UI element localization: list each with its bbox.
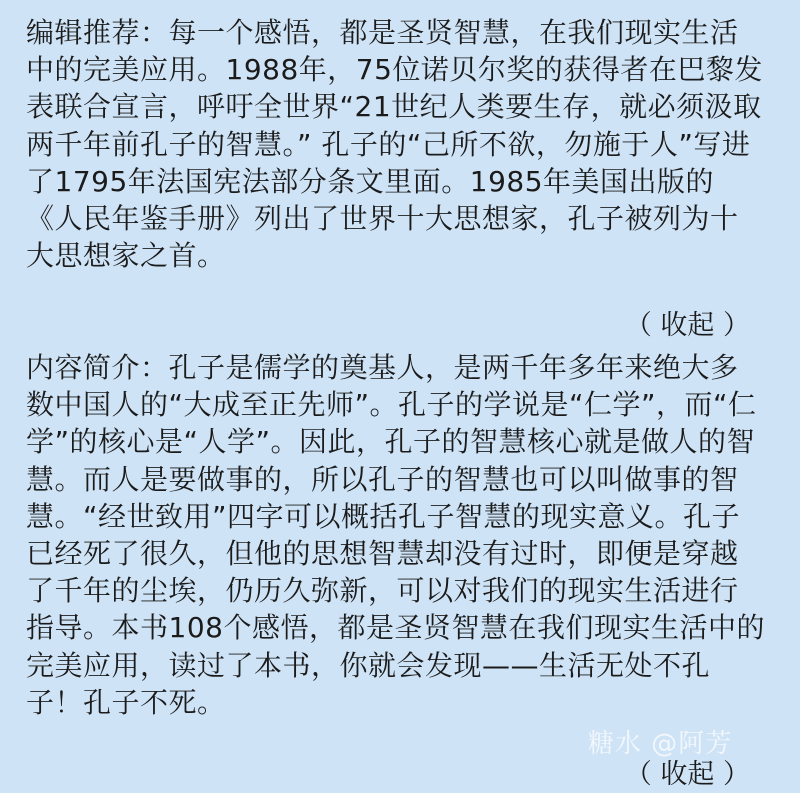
editor-recommendation-text: 编辑推荐：每一个感悟，都是圣贤智慧，在我们现实生活中的完美应用。1988年，75位诺贝尔奖的获得者在巴黎发表联合宣言，呼吁全世界“21世纪人类要生存，就必须汲取两千年前孔子的智慧。” 孔子的“己所不欲，勿施于人”写进了1795年法国宪法部分条文里面。1985年美国出版的《人民年鉴手册》列出了世界十大思想家，孔子被列为十大思想家之首。 — [26, 16, 763, 273]
watermark-text: 糖水 @阿芳 — [588, 729, 733, 759]
collapse-recommendation-button[interactable]: （ 收起 ） — [624, 310, 750, 341]
content-introduction-text: 内容简介：孔子是儒学的奠基人，是两千年多年来绝大多数中国人的“大成至正先师”。孔子的学说是“仁学”，而“仁学”的核心是“人学”。因此，孔子的智慧核心就是做人的智慧。而人是要做事的，所以孔子的智慧也可以叫做事的智慧。“经世致用”四字可以概括孔子智慧的现实意义。孔子已经死了很久，但他的思想智慧却没有过时，即便是穿越了千年的尘埃，仍历久弥新，可以对我们的现实生活进行指导。本书108个感悟，都是圣贤智慧在我们现实生活中的完美应用，读过了本书，你就会发现——生活无处不孔子！孔子不死。 — [26, 351, 765, 719]
collapse-introduction-button[interactable]: （ 收起 ） — [624, 759, 750, 790]
